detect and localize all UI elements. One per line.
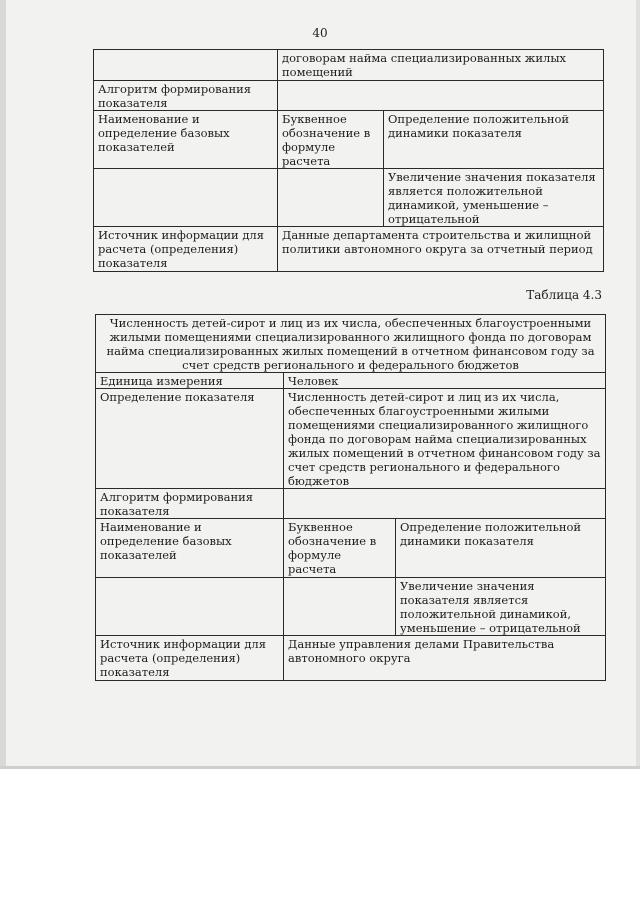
base-indicators-label: Наименование и определение базовых показателей bbox=[94, 111, 278, 169]
scan-bottom-edge bbox=[0, 766, 640, 769]
algorithm-value bbox=[278, 81, 604, 111]
table-row bbox=[96, 519, 606, 578]
table-row bbox=[94, 169, 604, 227]
source-value: Данные управления делами Правительства автономного округа bbox=[284, 636, 606, 681]
base-indicators-label: Наименование и определение базовых показателей bbox=[96, 519, 284, 578]
page-number: 40 bbox=[312, 26, 328, 40]
table-row bbox=[94, 111, 604, 169]
table-row bbox=[96, 578, 606, 636]
dynamics-value: Увеличение значения показателя является положительной динамикой, уменьшение – отрицательной bbox=[396, 578, 606, 636]
table-row bbox=[94, 81, 604, 111]
empty-cell bbox=[278, 169, 384, 227]
table-row bbox=[96, 489, 606, 519]
algorithm-value bbox=[284, 489, 606, 519]
definition-value: Численность детей-сирот и лиц из их числа, обеспеченных благоустроенными жилыми помещениями специализированного жилищного фонда по договорам найма специализированных жилых помещений в отчетном финансовом году за счет средств регионального и федерального бюджетов bbox=[284, 389, 606, 489]
empty-cell bbox=[94, 50, 278, 81]
table-row bbox=[96, 636, 606, 681]
letter-designation-label: Буквенное обозначение в формуле расчета bbox=[278, 111, 384, 169]
dynamics-value: Увеличение значения показателя является положительной динамикой, уменьшение – отрицательной bbox=[384, 169, 604, 227]
table-row bbox=[96, 315, 606, 373]
source-label: Источник информации для расчета (определения) показателя bbox=[96, 636, 284, 681]
dynamics-label: Определение положительной динамики показателя bbox=[384, 111, 604, 169]
table-row bbox=[96, 373, 606, 389]
source-value: Данные департамента строительства и жилищной политики автономного округа за отчетный период bbox=[278, 227, 604, 272]
unit-label: Единица измерения bbox=[96, 373, 284, 389]
dynamics-label: Определение положительной динамики показателя bbox=[396, 519, 606, 578]
empty-cell bbox=[284, 578, 396, 636]
letter-designation-label: Буквенное обозначение в формуле расчета bbox=[284, 519, 396, 578]
continued-text-cell: договорам найма специализированных жилых помещений bbox=[278, 50, 604, 81]
empty-cell bbox=[96, 578, 284, 636]
table-row bbox=[96, 389, 606, 489]
algorithm-label: Алгоритм формирования показателя bbox=[96, 489, 284, 519]
indicator-header: Численность детей-сирот и лиц из их числа, обеспеченных благоустроенными жилыми помещениями специализированного жилищного фонда по договорам найма специализированных жилых помещений в отчетном финансовом году за счет средств регионального и федерального бюджетов bbox=[96, 315, 606, 373]
unit-value: Человек bbox=[284, 373, 606, 389]
table-caption: Таблица 4.3 bbox=[526, 288, 602, 302]
table-row bbox=[94, 50, 604, 81]
algorithm-label: Алгоритм формирования показателя bbox=[94, 81, 278, 111]
scan-edge-right bbox=[636, 0, 640, 768]
source-label: Источник информации для расчета (определения) показателя bbox=[94, 227, 278, 272]
table-row bbox=[94, 227, 604, 272]
empty-cell bbox=[94, 169, 278, 227]
definition-label: Определение показателя bbox=[96, 389, 284, 489]
scan-edge-left bbox=[0, 0, 6, 768]
indicator-table bbox=[95, 314, 606, 681]
indicator-table-continued bbox=[93, 49, 604, 272]
